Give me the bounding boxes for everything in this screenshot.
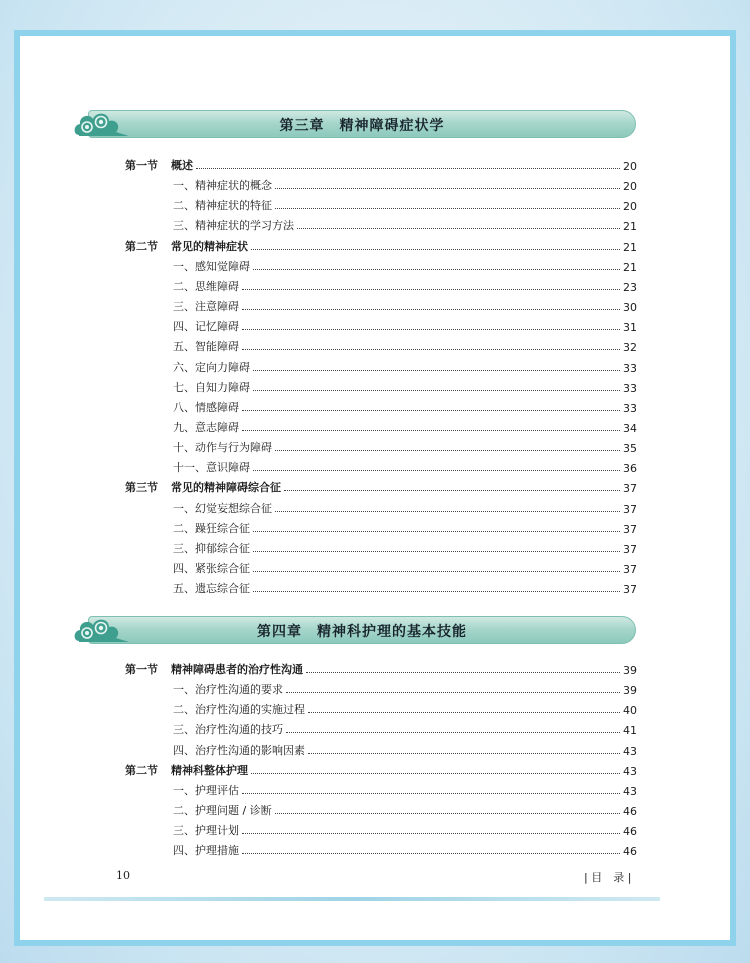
dot-leader	[242, 308, 620, 310]
subsection-title: 八、情感障碍	[173, 400, 239, 414]
chapter-title: 第四章 精神科护理的基本技能	[257, 624, 467, 640]
entry-page-number: 34	[623, 421, 637, 435]
dot-leader	[242, 832, 620, 834]
toc-section-entry[interactable]	[125, 236, 637, 254]
subsection-title: 三、精神症状的学习方法	[173, 219, 294, 233]
section-number: 第三节	[125, 481, 158, 495]
subsection-title: 二、躁狂综合征	[173, 521, 250, 535]
section-number: 第一节	[125, 159, 158, 172]
subsection-title: 二、治疗性沟通的实施过程	[173, 703, 305, 717]
dot-leader	[275, 449, 620, 451]
dot-leader	[253, 268, 620, 270]
section-number: 第一节	[125, 663, 158, 676]
toc-subsection-entry[interactable]	[125, 780, 637, 798]
toc-subsection-entry[interactable]	[125, 256, 637, 274]
subsection-title: 十、动作与行为障碍	[173, 441, 272, 455]
dot-leader	[253, 469, 620, 471]
entry-page-number: 46	[623, 805, 637, 819]
toc-subsection-entry[interactable]	[125, 679, 637, 697]
subsection-title: 四、记忆障碍	[173, 320, 239, 334]
entry-page-number: 21	[623, 220, 637, 234]
entry-page-number: 37	[623, 482, 637, 496]
dot-leader	[242, 429, 620, 431]
subsection-title: 四、紧张综合征	[173, 562, 250, 575]
toc-subsection-entry[interactable]	[125, 518, 637, 536]
entry-page-number: 20	[623, 180, 637, 194]
entry-page-number: 21	[623, 240, 637, 254]
subsection-title: 五、智能障碍	[173, 340, 239, 354]
dot-leader	[286, 691, 620, 693]
dot-leader	[308, 752, 620, 754]
toc-section-entry[interactable]	[125, 155, 637, 173]
entry-page-number: 43	[623, 784, 637, 798]
dot-leader	[308, 711, 620, 713]
entry-page-number: 41	[623, 724, 637, 738]
entry-page-number: 30	[623, 301, 637, 315]
chapter-heading	[88, 110, 636, 138]
dot-leader	[251, 248, 620, 250]
subsection-title: 一、精神症状的概念	[173, 179, 272, 193]
section-title: 精神科整体护理	[171, 763, 248, 777]
toc-subsection-entry[interactable]	[125, 276, 637, 294]
subsection-title: 四、治疗性沟通的影响因素	[173, 743, 305, 757]
toc-subsection-entry[interactable]	[125, 538, 637, 556]
subsection-title: 一、治疗性沟通的要求	[173, 683, 283, 697]
section-title: 常见的精神障碍综合征	[171, 481, 281, 495]
section-title: 精神障碍患者的治疗性沟通	[171, 663, 303, 676]
entry-page-number: 37	[623, 502, 637, 516]
toc-subsection-entry[interactable]	[125, 417, 637, 435]
entry-page-number: 20	[623, 200, 637, 214]
entry-page-number: 32	[623, 341, 637, 355]
toc-subsection-entry[interactable]	[125, 457, 637, 475]
subsection-title: 一、幻觉妄想综合征	[173, 501, 272, 515]
subsection-title: 三、抑郁综合征	[173, 541, 250, 555]
subsection-title: 四、护理措施	[173, 844, 239, 858]
subsection-title: 二、护理问题 / 诊断	[173, 804, 272, 818]
subsection-title: 九、意志障碍	[173, 420, 239, 434]
entry-page-number: 33	[623, 381, 637, 395]
dot-leader	[196, 167, 620, 169]
entry-page-number: 21	[623, 260, 637, 274]
toc-subsection-entry[interactable]	[125, 195, 637, 213]
entry-page-number: 37	[623, 522, 637, 536]
subsection-title: 二、思维障碍	[173, 279, 239, 293]
toc-subsection-entry[interactable]	[125, 800, 637, 818]
toc-subsection-entry[interactable]	[125, 699, 637, 717]
toc-section-entry[interactable]	[125, 760, 637, 778]
dot-leader	[286, 731, 620, 733]
dot-leader	[242, 328, 620, 330]
page-number: 10	[116, 869, 130, 882]
dot-leader	[275, 187, 620, 189]
entry-page-number: 40	[623, 704, 637, 718]
dot-leader	[242, 348, 620, 350]
section-number: 第二节	[125, 239, 158, 253]
entry-page-number: 33	[623, 361, 637, 375]
entry-page-number: 39	[623, 684, 637, 698]
entry-page-number: 23	[623, 280, 637, 294]
subsection-title: 二、精神症状的特征	[173, 199, 272, 213]
toc-subsection-entry[interactable]	[125, 719, 637, 737]
toc-subsection-entry[interactable]	[125, 558, 637, 576]
entry-page-number: 43	[623, 744, 637, 758]
dot-leader	[242, 288, 620, 290]
dot-leader	[275, 812, 620, 814]
entry-page-number: 46	[623, 825, 637, 839]
dot-leader	[253, 530, 620, 532]
section-title: 概述	[171, 159, 193, 172]
toc-section-entry[interactable]	[125, 477, 637, 495]
toc-subsection-entry[interactable]	[125, 215, 637, 233]
dot-leader	[253, 570, 620, 572]
entry-page-number: 35	[623, 442, 637, 456]
dot-leader	[253, 369, 620, 371]
chapter-title: 第三章 精神障碍症状学	[279, 118, 445, 134]
dot-leader	[242, 409, 620, 411]
subsection-title: 一、感知觉障碍	[173, 259, 250, 273]
toc-subsection-entry[interactable]	[125, 498, 637, 516]
dot-leader	[253, 389, 620, 391]
subsection-title: 六、定向力障碍	[173, 360, 250, 374]
entry-page-number: 39	[623, 664, 637, 677]
toc-subsection-entry[interactable]	[125, 740, 637, 758]
dot-leader	[251, 772, 620, 774]
subsection-title: 五、遗忘综合征	[173, 582, 250, 596]
toc-subsection-entry[interactable]	[125, 296, 637, 314]
subsection-title: 七、自知力障碍	[173, 380, 250, 394]
toc-subsection-entry[interactable]	[125, 175, 637, 193]
dot-leader	[297, 227, 620, 229]
entry-page-number: 37	[623, 542, 637, 556]
dot-leader	[284, 489, 620, 491]
subsection-title: 十一、意识障碍	[173, 461, 250, 475]
dot-leader	[242, 792, 620, 794]
entry-page-number: 37	[623, 583, 637, 597]
section-title: 常见的精神症状	[171, 239, 248, 253]
subsection-title: 一、护理评估	[173, 783, 239, 797]
toc-subsection-entry[interactable]	[125, 397, 637, 415]
running-head: | 目 录 |	[584, 871, 632, 884]
subsection-title: 三、注意障碍	[173, 300, 239, 314]
toc-subsection-entry[interactable]	[125, 316, 637, 334]
entry-page-number: 37	[623, 563, 637, 576]
dot-leader	[306, 671, 620, 673]
toc-section-entry[interactable]	[125, 659, 637, 677]
chapter-heading	[88, 616, 636, 644]
entry-page-number: 43	[623, 764, 637, 778]
entry-page-number: 46	[623, 845, 637, 859]
subsection-title: 三、治疗性沟通的技巧	[173, 723, 283, 737]
toc-subsection-entry[interactable]	[125, 437, 637, 455]
toc-subsection-entry[interactable]	[125, 377, 637, 395]
dot-leader	[253, 550, 620, 552]
entry-page-number: 31	[623, 321, 637, 335]
dot-leader	[275, 510, 620, 512]
dot-leader	[242, 852, 620, 854]
toc-subsection-entry[interactable]	[125, 840, 637, 858]
subsection-title: 三、护理计划	[173, 824, 239, 838]
toc-subsection-entry[interactable]	[125, 820, 637, 838]
entry-page-number: 20	[623, 160, 637, 173]
entry-page-number: 33	[623, 401, 637, 415]
dot-leader	[275, 207, 620, 209]
toc-subsection-entry[interactable]	[125, 336, 637, 354]
bottom-rule	[44, 897, 660, 901]
entry-page-number: 36	[623, 462, 637, 476]
toc-subsection-entry[interactable]	[125, 578, 637, 596]
dot-leader	[253, 590, 620, 592]
section-number: 第二节	[125, 763, 158, 777]
toc-subsection-entry[interactable]	[125, 357, 637, 375]
